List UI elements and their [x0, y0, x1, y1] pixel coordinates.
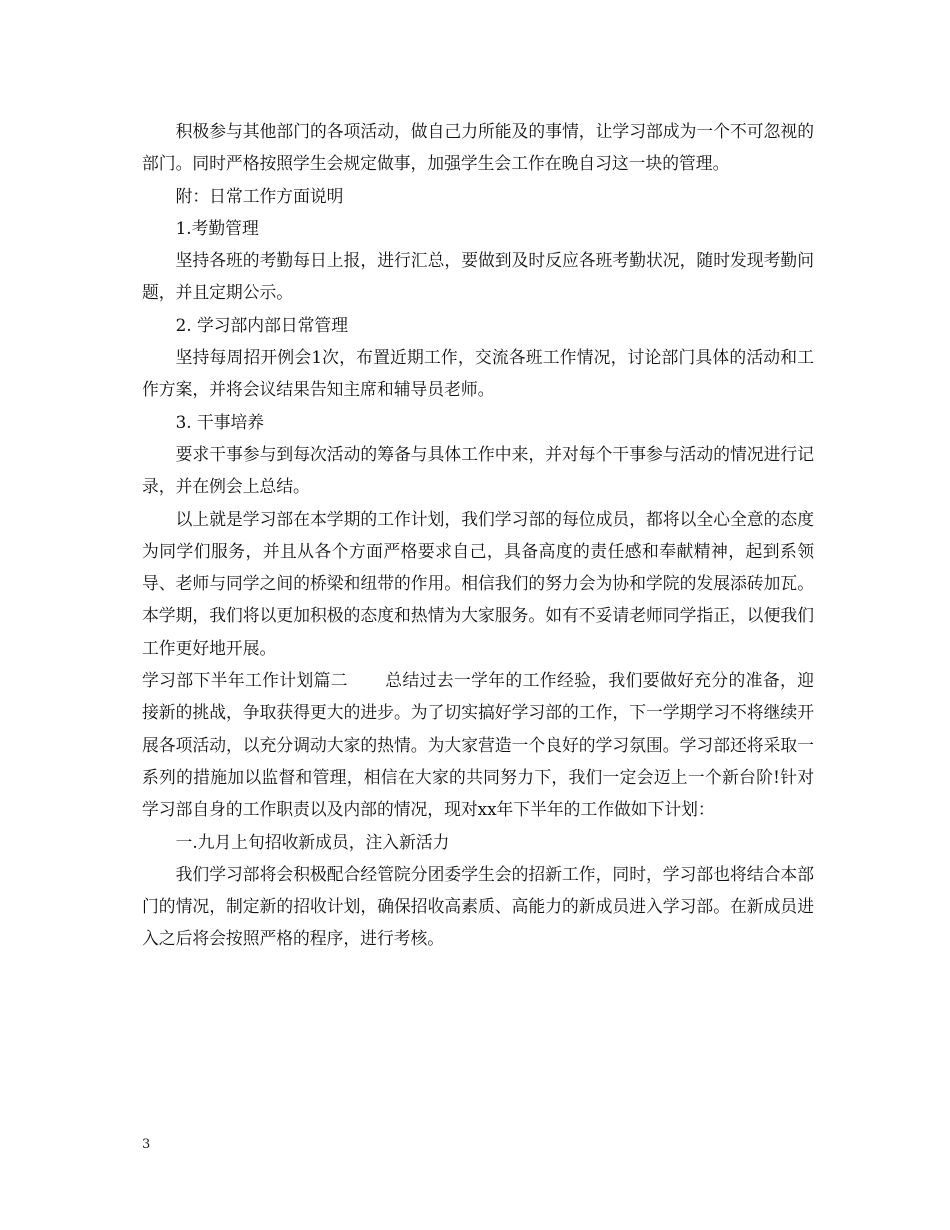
- paragraph-internal-body: 坚持每周招开例会1次，布置近期工作，交流各班工作情况，讨论部门具体的活动和工作方案，并将会议结果告知主席和辅导员老师。: [142, 347, 814, 400]
- paragraph-attendance-body: 坚持各班的考勤每日上报，进行汇总，要做到及时反应各班考勤状况，随时发现考勤问题，并且定期公示。: [142, 250, 814, 303]
- paragraph-internal-heading: 2. 学习部内部日常管理: [175, 314, 348, 335]
- section2-title: 学习部下半年工作计划篇二: [142, 670, 348, 691]
- paragraph-recruit-body: 我们学习部将会积极配合经管院分团委学生会的招新工作，同时，学习部也将结合本部门的情况，制定新的招收计划，确保招收高素质、高能力的新成员进入学习部。在新成员进入之后将会按照严格的程序，进行考核。: [142, 863, 814, 949]
- paragraph-training-heading: 3. 干事培养: [175, 411, 265, 432]
- paragraph-activities: 积极参与其他部门的各项活动，做自己力所能及的事情，让学习部成为一个不可忽视的部门。同时严格按照学生会规定做事，加强学生会工作在晚自习这一块的管理。: [142, 121, 814, 174]
- page-number: 3: [142, 1137, 151, 1152]
- paragraph-appendix-heading: 附：日常工作方面说明: [175, 185, 344, 206]
- section2-body: 总结过去一学年的工作经验，我们要做好充分的准备，迎接新的挑战，争取获得更大的进步。为了切实搞好学习部的工作，下一学期学习不将继续开展各项活动，以充分调动大家的热情。为大家营造一个良好的学习氛围。学习部还将采取一系列的措施加以监督和管理，相信在大家的共同努力下，我们一定会迈上一个新台阶!针对学习部自身的工作职责以及内部的情况，现对xx年下半年的工作做如下计划：: [142, 670, 814, 820]
- paragraph-section2: [142, 664, 814, 825]
- document-body: [142, 115, 814, 955]
- paragraph-attendance-heading: 1.考勤管理: [175, 217, 259, 238]
- paragraph-training-body: 要求干事参与到每次活动的筹备与具体工作中来，并对每个干事参与活动的情况进行记录，并在例会上总结。: [142, 443, 814, 497]
- paragraph-recruit-heading: 一.九月上旬招收新成员，注入新活力: [175, 831, 450, 852]
- paragraph-summary: 以上就是学习部在本学期的工作计划，我们学习部的每位成员，都将以全心全意的态度为同学们服务，并且从各个方面严格要求自己，具备高度的责任感和奉献精神，起到系领导、老师与同学之间的桥梁和纽带的作用。相信我们的努力会为协和学院的发展添砖加瓦。本学期，我们将以更加积极的态度和热情为大家服务。如有不妥请老师同学指正，以便我们工作更好地开展。: [142, 508, 814, 658]
